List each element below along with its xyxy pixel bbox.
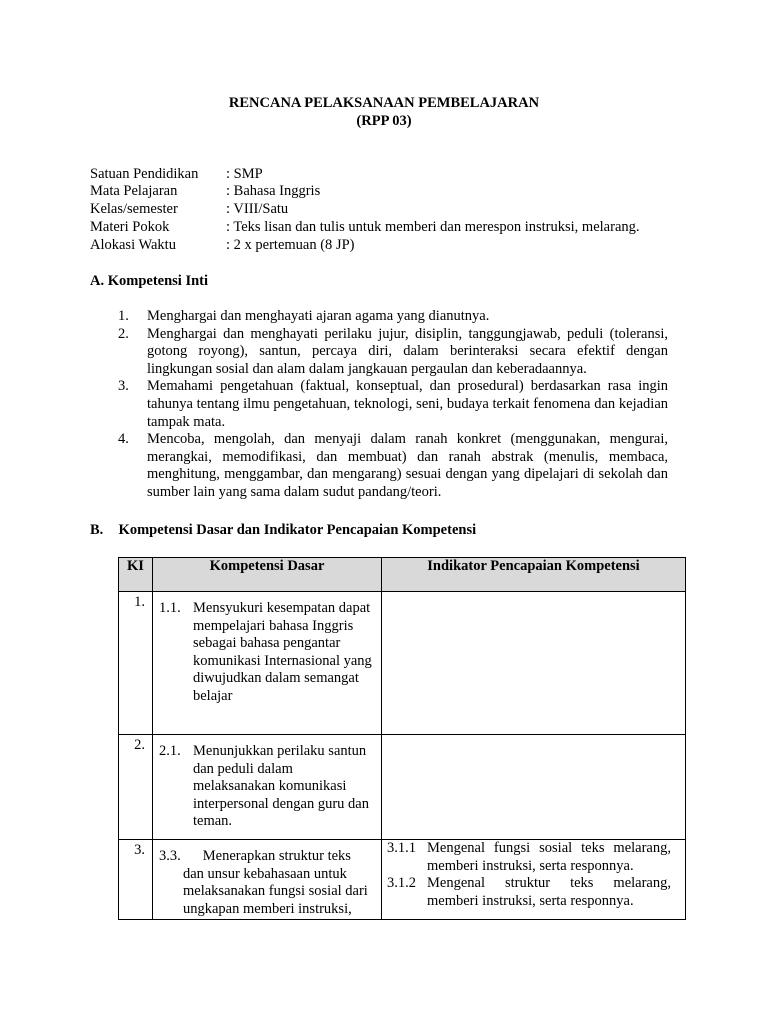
section-b-number: B. xyxy=(90,522,104,538)
list-text: Memahami pengetahuan (faktual, konseptual, dan prosedural) berdasarkan rasa ingin tahunya tentang ilmu pengetahuan, teknologi, seni, budaya terkait fenomena dan kejadian tampak mata. xyxy=(147,378,668,430)
info-label: Kelas/semester xyxy=(90,201,178,217)
kd-number: 1.1. xyxy=(159,600,181,616)
kd-text: Menunjukkan perilaku santun dan peduli dalam melaksanakan komunikasi interpersonal dengan guru dan teman. xyxy=(193,743,369,830)
indicator-number: 3.1.2 xyxy=(387,875,416,892)
list-number: 1. xyxy=(118,308,129,324)
header-kompetensi-dasar: Kompetensi Dasar xyxy=(153,558,382,592)
indikator-cell xyxy=(382,592,686,735)
kd-cell xyxy=(153,592,382,735)
info-value: : VIII/Satu xyxy=(226,201,289,217)
indikator-cell xyxy=(382,840,686,920)
section-b-heading xyxy=(90,522,476,539)
info-value: : Bahasa Inggris xyxy=(226,183,321,199)
list-text: Menghargai dan menghayati perilaku jujur, disiplin, tanggungjawab, peduli (toleransi, gotong royong), santun, percaya diri, dalam berinteraksi secara efektif dengan lingkungan sosial dan alam dalam jangkauan pergaulan dan keberadaannya. xyxy=(147,325,668,377)
document-title: RENCANA PELAKSANAAN PEMBELAJARAN xyxy=(228,95,540,111)
indicator-item xyxy=(387,840,671,875)
info-label: Mata Pelajaran xyxy=(90,183,178,199)
header-indikator: Indikator Pencapaian Kompetensi xyxy=(382,558,686,592)
indicator-item xyxy=(387,875,671,910)
ki-cell: 1. xyxy=(119,592,153,735)
info-label: Materi Pokok xyxy=(90,219,170,235)
info-value: : SMP xyxy=(226,166,263,182)
document-subtitle: (RPP 03) xyxy=(356,113,412,129)
list-number: 2. xyxy=(118,325,129,342)
section-a-heading: A. Kompetensi Inti xyxy=(90,273,209,289)
kompetensi-table xyxy=(118,557,686,920)
kompetensi-inti-list xyxy=(118,308,668,502)
ki-cell: 3. xyxy=(119,840,153,920)
list-item xyxy=(118,326,668,379)
kd-cell xyxy=(153,735,382,840)
indicator-text: Mengenal struktur teks melarang, memberi instruksi, serta responnya. xyxy=(427,875,671,909)
info-label: Alokasi Waktu xyxy=(90,237,176,253)
list-item xyxy=(118,308,668,326)
indicator-text: Mengenal fungsi sosial teks melarang, memberi instruksi, serta responnya. xyxy=(427,840,671,874)
indicator-number: 3.1.1 xyxy=(387,840,416,856)
table-row xyxy=(119,592,686,735)
list-item xyxy=(118,431,668,501)
table-row xyxy=(119,735,686,840)
list-text: Mencoba, mengolah, dan menyaji dalam ranah konkret (menggunakan, mengurai, merangkai, memodifikasi, dan membuat) dan ranah abstrak (menulis, membaca, menghitung, menggambar, dan mengarang) sesuai dengan yang dipelajari di sekolah dan sumber lain yang sama dalam sudut pandang/teori. xyxy=(147,431,668,500)
header-ki: KI xyxy=(119,558,153,592)
ki-cell: 2. xyxy=(119,735,153,840)
kd-cell xyxy=(153,840,382,920)
table-header-row xyxy=(119,558,686,592)
list-item xyxy=(118,378,668,431)
kd-number: 3.3. xyxy=(159,848,181,864)
info-value: : Teks lisan dan tulis untuk memberi dan merespon instruksi, melarang. xyxy=(226,219,640,235)
table-row xyxy=(119,840,686,920)
section-b-title: Kompetensi Dasar dan Indikator Pencapaian Kompetensi xyxy=(118,522,477,538)
list-text: Menghargai dan menghayati ajaran agama yang dianutnya. xyxy=(147,308,490,324)
indikator-cell xyxy=(382,735,686,840)
list-number: 3. xyxy=(118,378,129,395)
kd-text: Menerapkan struktur teks dan unsur kebahasaan untuk melaksanakan fungsi sosial dari ungkapan memberi instruksi, xyxy=(183,848,368,917)
kd-number: 2.1. xyxy=(159,743,181,759)
kd-text: Mensyukuri kesempatan dapat mempelajari bahasa Inggris sebagai bahasa pengantar komunikasi Internasional yang diwujudkan dalam semangat belajar xyxy=(193,600,372,704)
info-label: Satuan Pendidikan xyxy=(90,166,199,182)
list-number: 4. xyxy=(118,431,129,448)
info-value: : 2 x pertemuan (8 JP) xyxy=(226,237,355,253)
